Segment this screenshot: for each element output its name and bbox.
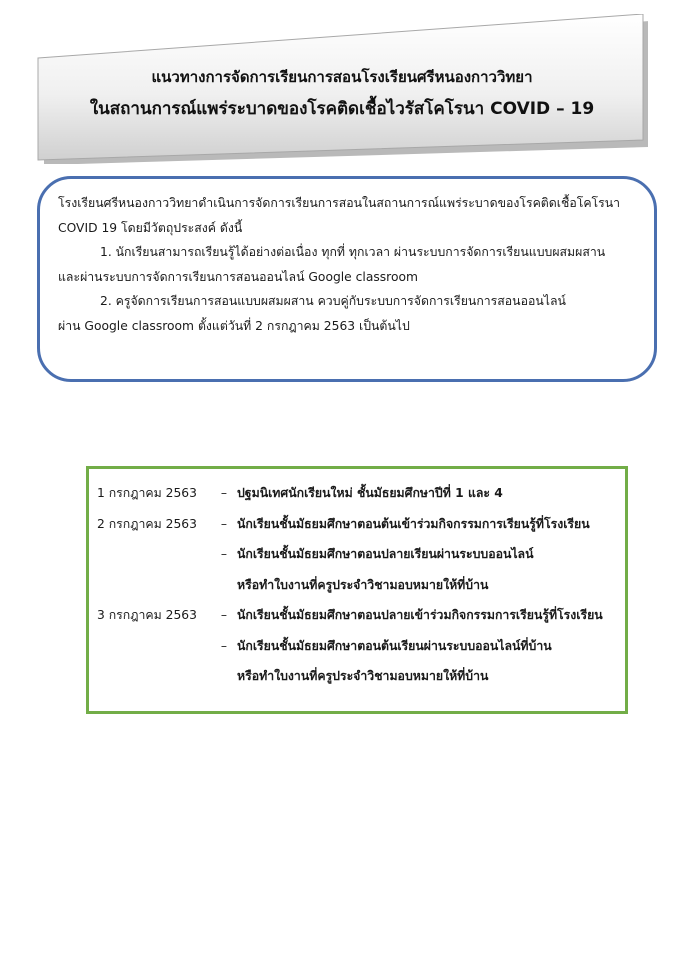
- title-banner: [36, 14, 648, 164]
- schedule-subtext-3: นักเรียนชั้นมัธยมศึกษาตอนต้นเรียนผ่านระบบออนไลน์ที่บ้าน: [237, 638, 552, 653]
- objective-1-line-2: และผ่านระบบการจัดการเรียนการสอนออนไลน์ Google classroom: [58, 269, 418, 284]
- schedule-subtext-2: นักเรียนชั้นมัธยมศึกษาตอนปลายเรียนผ่านระบบออนไลน์: [237, 547, 534, 561]
- schedule-subcont-3: หรือทำใบงานที่ครูประจำวิชามอบหมายให้ที่บ้าน: [237, 669, 489, 683]
- intro-box: [37, 176, 657, 382]
- schedule-text-3: นักเรียนชั้นมัธยมศึกษาตอนปลายเข้าร่วมกิจกรรมการเรียนรู้ที่โรงเรียน: [237, 608, 603, 622]
- schedule-text-1: ปฐมนิเทศนักเรียนใหม่ ชั้นมัธยมศึกษาปีที่ 1 และ 4: [237, 486, 503, 500]
- schedule-date-1: 1 กรกฎาคม 2563: [97, 486, 197, 500]
- banner-title-line1: แนวทางการจัดการเรียนการสอนโรงเรียนศรีหนองกาววิทยา: [151, 68, 533, 86]
- intro-line-1: โรงเรียนศรีหนองกาววิทยาดำเนินการจัดการเรียนการสอนในสถานการณ์แพร่ระบาดของโรคติดเชื้อโคโรนา: [58, 196, 621, 210]
- banner-title-line2: ในสถานการณ์แพร่ระบาดของโรคติดเชื้อไวรัสโคโรนา COVID – 19: [89, 99, 595, 119]
- schedule-row-1: [97, 478, 617, 509]
- schedule-row-3-sub: [97, 631, 617, 662]
- objective-2-line-2: ผ่าน Google classroom ตั้งแต่วันที่ 2 กรกฎาคม 2563 เป็นต้นไป: [58, 318, 410, 333]
- schedule-row-2-sub: [97, 539, 617, 570]
- schedule-text-2: นักเรียนชั้นมัธยมศึกษาตอนต้นเข้าร่วมกิจกรรมการเรียนรู้ที่โรงเรียน: [237, 516, 590, 531]
- schedule-date-3: 3 กรกฎาคม 2563: [97, 608, 197, 622]
- intro-line-2: COVID 19 โดยมีวัตถุประสงค์ ดังนี้: [58, 220, 243, 235]
- schedule-dash: –: [220, 608, 228, 622]
- schedule-subcont-2: หรือทำใบงานที่ครูประจำวิชามอบหมายให้ที่บ้าน: [237, 577, 489, 592]
- objective-2-line-1: 2. ครูจัดการเรียนการสอนแบบผสมผสาน ควบคู่กับระบบการจัดการเรียนการสอนออนไลน์: [100, 294, 566, 308]
- schedule-box: [86, 466, 628, 714]
- objective-1-line-1: 1. นักเรียนสามารถเรียนรู้ได้อย่างต่อเนื่อง ทุกที่ ทุกเวลา ผ่านระบบการจัดการเรียนแบบผสมผสาน: [100, 245, 606, 259]
- schedule-dash: –: [220, 638, 228, 653]
- schedule-date-2: 2 กรกฎาคม 2563: [97, 516, 197, 531]
- schedule-row-3: [97, 600, 617, 631]
- schedule-dash: –: [220, 547, 228, 561]
- schedule-row-2: [97, 509, 617, 540]
- schedule-dash: –: [220, 516, 228, 531]
- schedule-dash: –: [220, 486, 228, 500]
